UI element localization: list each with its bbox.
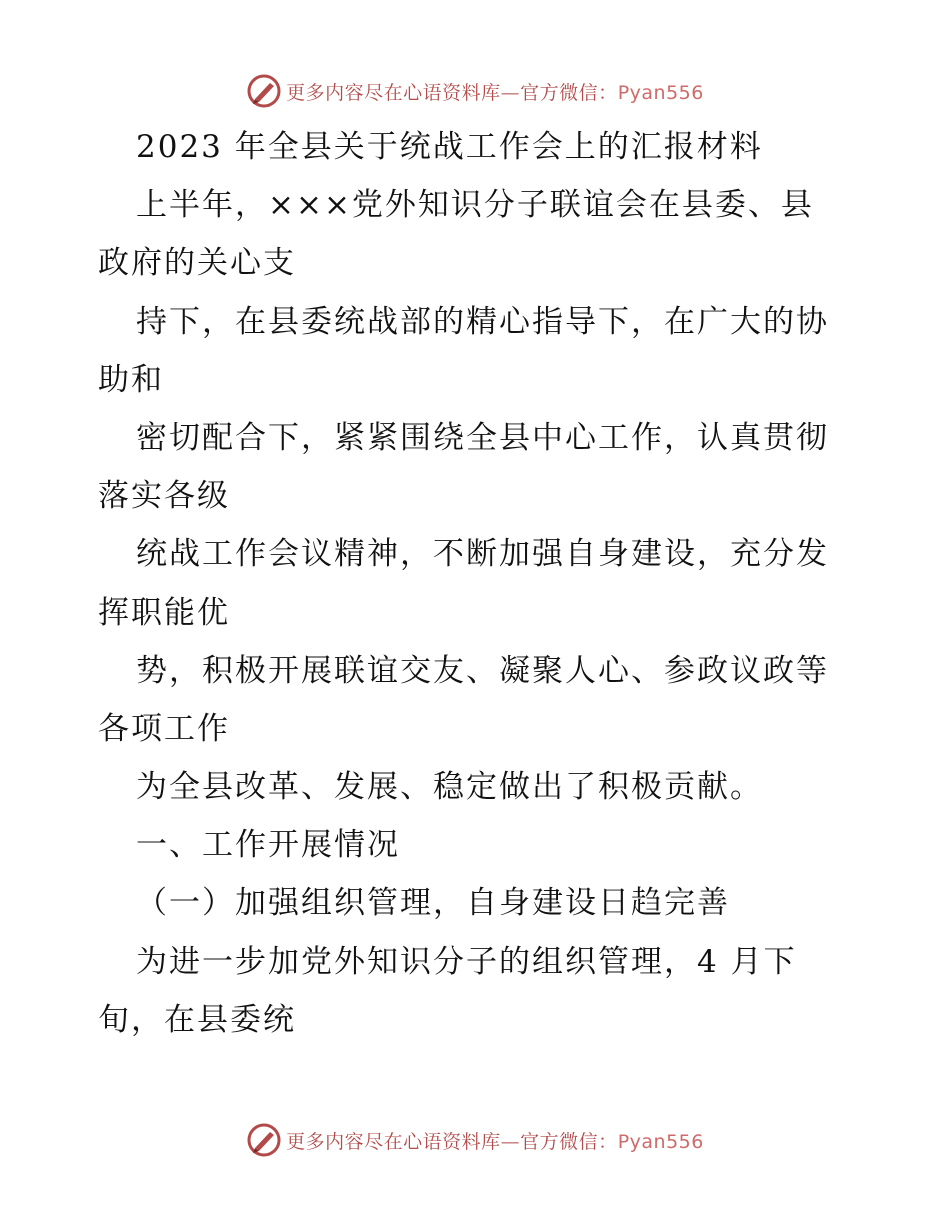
footer-watermark bbox=[0, 1120, 950, 1160]
text-line: 政府的关心支 bbox=[98, 245, 296, 282]
text-line: 上半年，×××党外知识分子联谊会在县委、县 bbox=[136, 187, 814, 224]
text-line: 旬，在县委统 bbox=[98, 1001, 296, 1038]
text-line: 统战工作会议精神，不断加强自身建设，充分发 bbox=[136, 536, 829, 573]
text-line: 势，积极开展联谊交友、凝聚人心、参政议政等 bbox=[136, 652, 829, 689]
header-watermark bbox=[0, 71, 950, 111]
text-line: 为全县改革、发展、稳定做出了积极贡献。 bbox=[136, 769, 763, 806]
text-line: （一）加强组织管理，自身建设日趋完善 bbox=[136, 885, 730, 922]
text-line: 各项工作 bbox=[98, 710, 230, 747]
text-line: 落实各级 bbox=[98, 478, 230, 515]
text-line: 密切配合下，紧紧围绕全县中心工作，认真贯彻 bbox=[136, 419, 829, 456]
text-line: 助和 bbox=[98, 361, 164, 398]
text-line: 挥职能优 bbox=[98, 594, 230, 631]
text-line: 2023 年全县关于统战工作会上的汇报材料 bbox=[136, 129, 763, 165]
text-line: 一、工作开展情况 bbox=[136, 827, 400, 864]
pen-logo-icon bbox=[246, 73, 282, 109]
watermark-text: 更多内容尽在心语资料库—官方微信：Pyan556 bbox=[286, 81, 704, 104]
pen-logo-icon bbox=[246, 1122, 282, 1158]
watermark-text: 更多内容尽在心语资料库—官方微信：Pyan556 bbox=[286, 1130, 704, 1153]
text-line: 为进一步加党外知识分子的组织管理，4 月下 bbox=[136, 943, 797, 980]
document-body bbox=[98, 118, 858, 1049]
text-line: 持下，在县委统战部的精心指导下，在广大的协 bbox=[136, 303, 829, 340]
